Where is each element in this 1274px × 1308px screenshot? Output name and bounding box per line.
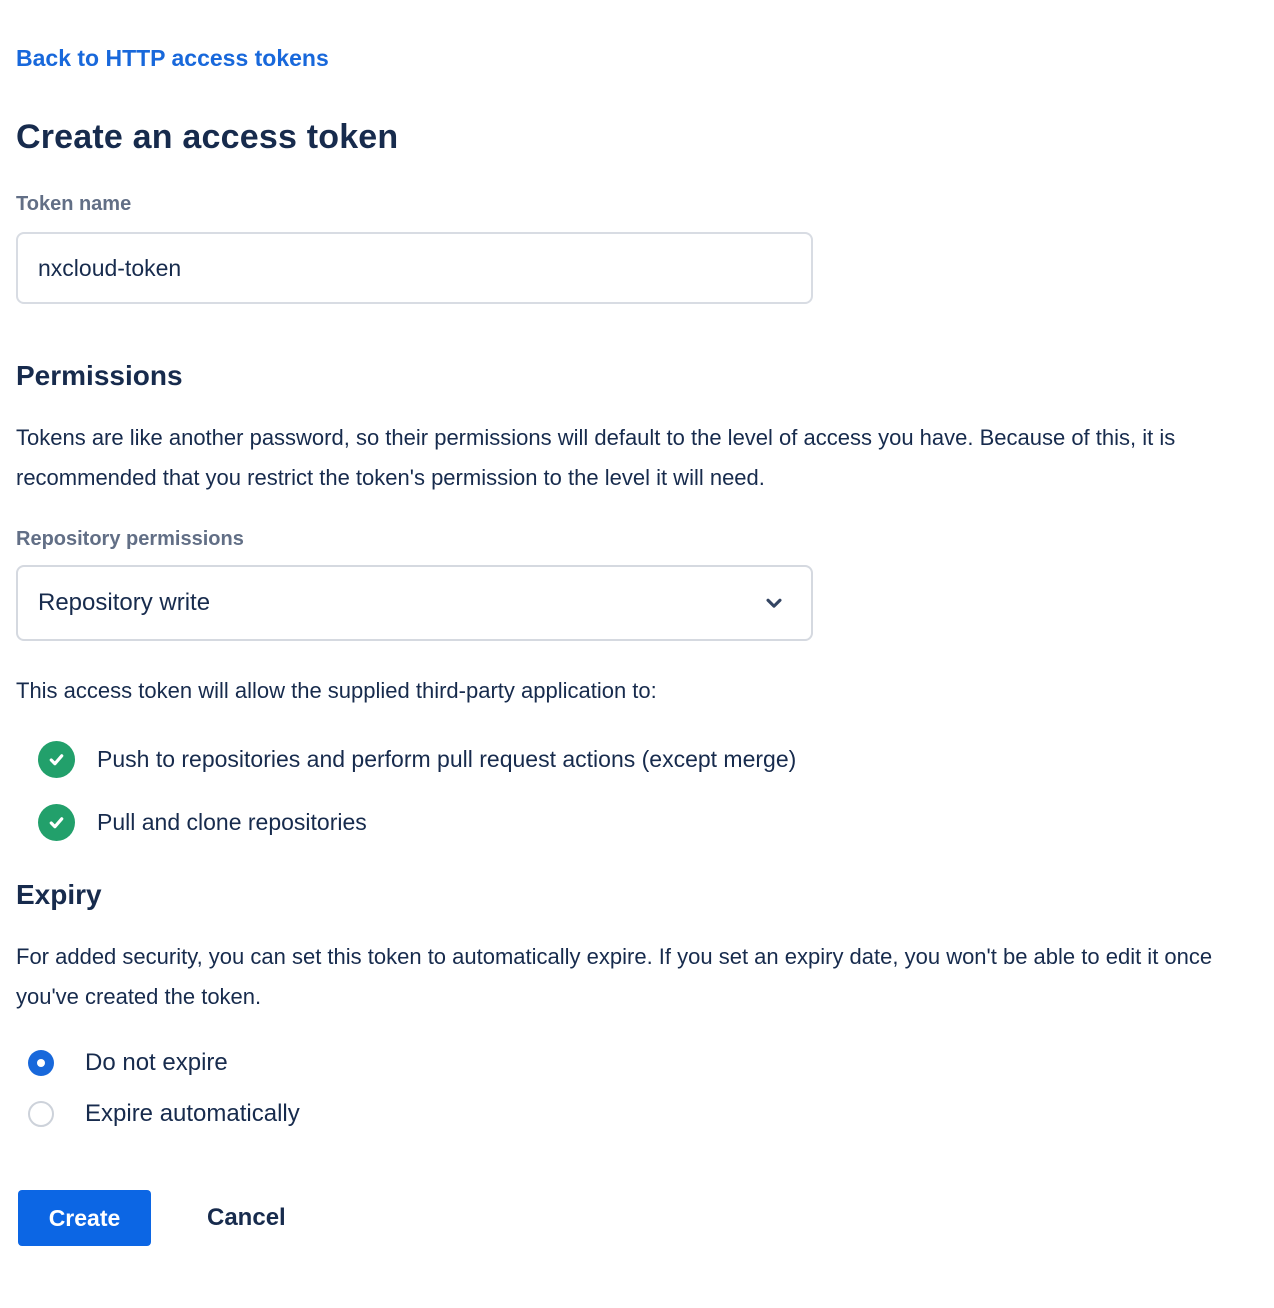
repository-permissions-label: Repository permissions [16,528,244,550]
repository-permissions-select[interactable] [16,565,813,641]
permissions-description: Tokens are like another password, so their permissions will default to the level of access you have. Because of this, it is recommended that you restrict the token's permission to the level it will need. [16,425,1176,490]
chevron-down-icon [763,592,785,614]
radio-expire-automatically[interactable] [28,1100,1254,1128]
radio-button-icon[interactable] [28,1050,54,1076]
radio-do-not-expire[interactable] [28,1049,1254,1077]
expiry-radio-group [16,1049,1254,1128]
capability-row [38,804,1254,841]
token-name-label: Token name [16,193,132,215]
selected-permission-value: Repository write [38,589,211,616]
expiry-heading: Expiry [16,879,102,910]
radio-button-icon[interactable] [28,1101,54,1127]
capabilities-list [16,741,1254,841]
capability-row [38,741,1254,778]
radio-label[interactable]: Do not expire [85,1049,228,1076]
token-name-input[interactable] [16,232,813,304]
capability-label: Pull and clone repositories [97,809,367,835]
expiry-description: For added security, you can set this token to automatically expire. If you set an expiry date, you won't be able to edit it once you've created the token. [16,944,1213,1009]
form-actions [16,1190,1254,1246]
check-circle-icon [38,741,75,778]
page-title: Create an access token [16,118,399,156]
radio-label[interactable]: Expire automatically [85,1100,300,1127]
permissions-heading: Permissions [16,360,183,391]
check-circle-icon [38,804,75,841]
capability-label: Push to repositories and perform pull request actions (except merge) [97,746,797,772]
allow-intro-text: This access token will allow the supplied third-party application to: [16,678,657,703]
cancel-button[interactable]: Cancel [191,1194,302,1242]
create-button[interactable]: Create [18,1190,151,1246]
back-link[interactable]: Back to HTTP access tokens [16,45,329,71]
